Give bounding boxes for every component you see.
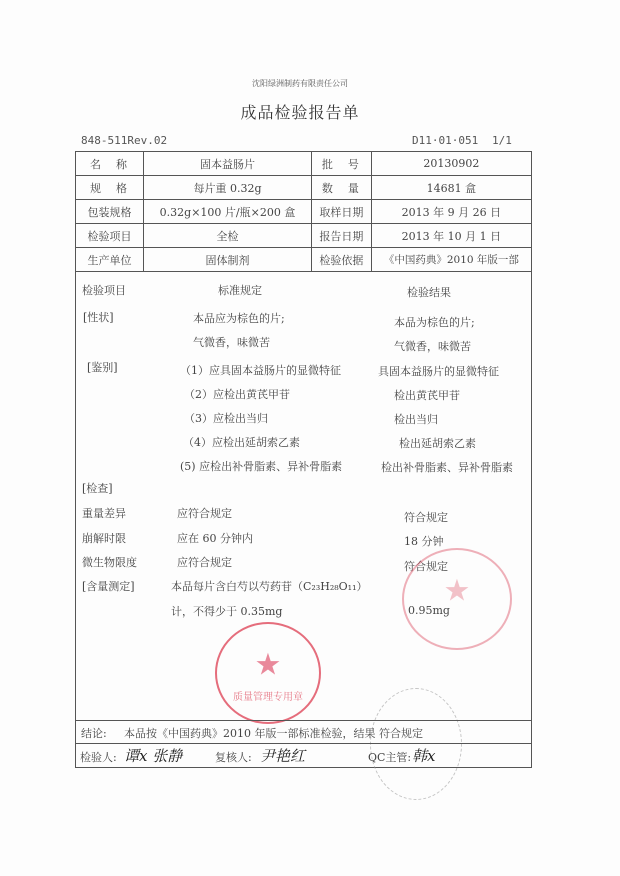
identification-result-3: 检出当归 [394, 413, 438, 426]
section-appearance: [性状] [83, 311, 114, 324]
qc-signature: 韩x [412, 747, 436, 765]
identification-standard-2: （2）应检出黄芪甲苷 [184, 388, 290, 401]
section-identification: [鉴别] [87, 361, 118, 374]
identification-standard-4: （4）应检出延胡索乙素 [183, 436, 300, 449]
table-row [76, 176, 532, 200]
label-sample-date: 取样日期 [312, 200, 372, 224]
label-production-unit: 生产单位 [76, 248, 144, 272]
value-sample-date: 2013 年 9 月 26 日 [371, 200, 531, 224]
identification-result-2: 检出黄芪甲苷 [394, 389, 460, 402]
faint-stamp [370, 688, 462, 800]
inspection-weight-result: 符合规定 [404, 511, 448, 524]
company-name: 沈阳绿洲制药有限责任公司 [252, 79, 348, 88]
reviewer-label: 复核人: [215, 751, 252, 764]
label-batch: 批 号 [312, 152, 372, 176]
identification-standard-5: (5) 应检出补骨脂素、异补骨脂素 [180, 460, 343, 473]
value-quantity: 14681 盒 [371, 176, 531, 200]
stamp-text: 质量管理专用章 [233, 692, 303, 703]
appearance-standard-1: 本品应为棕色的片; [193, 312, 285, 325]
label-test-item: 检验项目 [76, 224, 144, 248]
reviewer-signature: 尹艳红 [260, 747, 306, 765]
label-basis: 检验依据 [312, 248, 372, 272]
conclusion-divider [75, 720, 532, 721]
inspection-weight-name: 重量差异 [82, 507, 126, 520]
assay-standard-1: 本品每片含白芍以芍药苷（C₂₃H₂₈O₁₁） [171, 580, 368, 593]
value-basis: 《中国药典》2010 年版一部 [371, 248, 531, 272]
inspector-label: 检验人: [80, 751, 117, 764]
inspector-signature: 谭x 张静 [124, 747, 183, 765]
inspection-microbial-name: 微生物限度 [82, 556, 137, 569]
assay-standard-2: 计，不得少于 0.35mg [171, 605, 283, 618]
inspection-disintegration-result: 18 分钟 [404, 535, 444, 548]
star-icon: ★ [443, 573, 471, 609]
doc-id: D11·01·051 [412, 134, 479, 147]
header-standard: 标准规定 [218, 284, 262, 297]
value-spec: 每片重 0.32g [143, 176, 311, 200]
info-table [75, 151, 532, 272]
identification-result-1: 具固本益肠片的显微特征 [378, 365, 499, 378]
appearance-standard-2: 气微香，味微苦 [193, 336, 270, 349]
section-inspection: [检查] [82, 482, 113, 495]
identification-standard-3: （3）应检出当归 [184, 412, 268, 425]
value-batch: 20130902 [371, 152, 531, 176]
star-icon: ★ [254, 647, 282, 683]
appearance-result-2: 气微香，味微苦 [394, 340, 471, 353]
qc-label: QC主管: [368, 751, 412, 764]
inspection-microbial-result: 符合规定 [404, 560, 448, 573]
inspection-weight-standard: 应符合规定 [177, 507, 232, 520]
table-row [76, 224, 532, 248]
quality-stamp-right [402, 548, 512, 650]
section-assay: [含量测定] [82, 580, 135, 593]
value-production-unit: 固体制剂 [143, 248, 311, 272]
doc-number: 848-511Rev.02 [81, 134, 168, 147]
assay-result: 0.95mg [408, 604, 450, 617]
identification-result-4: 检出延胡索乙素 [399, 437, 476, 450]
label-spec: 规 格 [76, 176, 144, 200]
table-row [76, 152, 532, 176]
appearance-result-1: 本品为棕色的片; [394, 316, 475, 329]
page-indicator: 1/1 [492, 134, 512, 147]
inspection-disintegration-name: 崩解时限 [82, 532, 126, 545]
table-row [76, 248, 532, 272]
label-report-date: 报告日期 [312, 224, 372, 248]
header-item: 检验项目 [82, 284, 126, 297]
value-package: 0.32g×100 片/瓶×200 盒 [143, 200, 311, 224]
document-title: 成品检验报告单 [240, 103, 360, 122]
inspection-disintegration-standard: 应在 60 分钟内 [177, 532, 253, 545]
identification-result-5: 检出补骨脂素、异补骨脂素 [381, 461, 513, 474]
conclusion-text: 本品按《中国药典》2010 年版一部标准检验，结果 符合规定 [124, 727, 423, 740]
identification-standard-1: （1）应具固本益肠片的显微特征 [180, 364, 341, 377]
value-name: 固本益肠片 [143, 152, 311, 176]
value-report-date: 2013 年 10 月 1 日 [371, 224, 531, 248]
conclusion-label: 结论: [81, 727, 107, 740]
label-package: 包装规格 [76, 200, 144, 224]
inspection-microbial-standard: 应符合规定 [177, 556, 232, 569]
table-row [76, 200, 532, 224]
quality-stamp-left [215, 622, 321, 724]
value-test-item: 全检 [143, 224, 311, 248]
label-name: 名 称 [76, 152, 144, 176]
header-result: 检验结果 [407, 286, 451, 299]
label-quantity: 数 量 [312, 176, 372, 200]
signature-divider [75, 743, 532, 744]
